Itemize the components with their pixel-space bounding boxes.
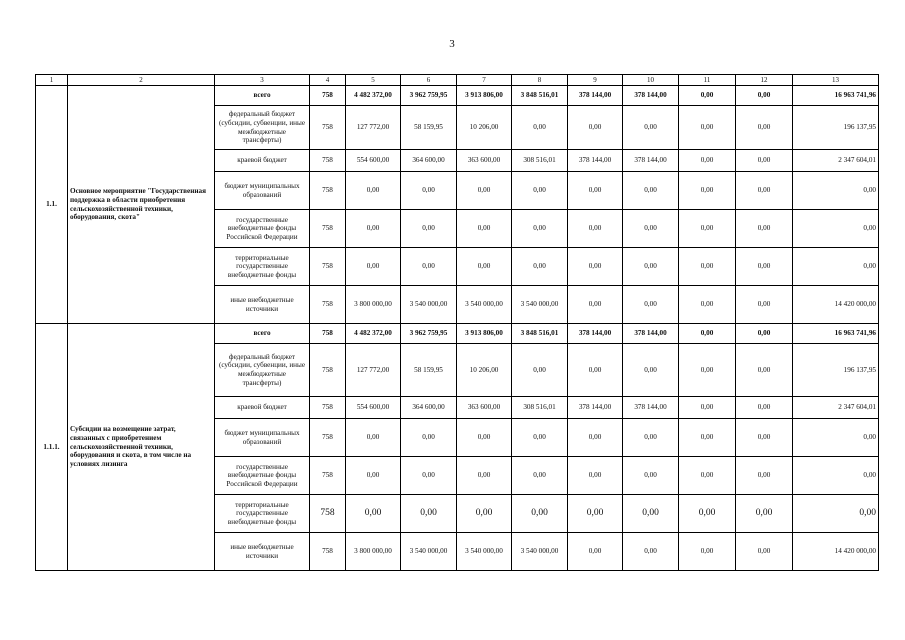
year-value: 554 600,00 — [346, 397, 401, 419]
total-value: 0,00 — [793, 495, 879, 533]
section-code: 1.1.1. — [36, 324, 68, 571]
year-value: 0,00 — [512, 106, 568, 150]
year-value: 0,00 — [679, 172, 736, 210]
year-value: 3 540 000,00 — [457, 286, 512, 324]
header-cell: 2 — [68, 75, 215, 86]
budget-code: 758 — [310, 397, 346, 419]
budget-code: 758 — [310, 495, 346, 533]
budget-code: 758 — [310, 248, 346, 286]
header-cell: 9 — [568, 75, 623, 86]
total-value: 196 137,95 — [793, 106, 879, 150]
total-value: 14 420 000,00 — [793, 533, 879, 571]
year-value: 0,00 — [512, 457, 568, 495]
header-cell: 10 — [623, 75, 679, 86]
year-value: 0,00 — [679, 248, 736, 286]
year-value: 3 540 000,00 — [401, 533, 457, 571]
year-value: 364 600,00 — [401, 150, 457, 172]
total-value: 2 347 604,01 — [793, 150, 879, 172]
year-value: 0,00 — [457, 419, 512, 457]
section-code: 1.1. — [36, 86, 68, 324]
year-value: 0,00 — [736, 533, 793, 571]
total-value: 196 137,95 — [793, 344, 879, 397]
year-value: 378 144,00 — [623, 324, 679, 344]
year-value: 378 144,00 — [623, 86, 679, 106]
year-value: 0,00 — [512, 419, 568, 457]
header-cell: 8 — [512, 75, 568, 86]
budget-code: 758 — [310, 210, 346, 248]
year-value: 0,00 — [568, 172, 623, 210]
year-value: 363 600,00 — [457, 397, 512, 419]
year-value: 0,00 — [679, 533, 736, 571]
year-value: 378 144,00 — [623, 150, 679, 172]
budget-code: 758 — [310, 106, 346, 150]
budget-code: 758 — [310, 172, 346, 210]
year-value: 0,00 — [679, 210, 736, 248]
year-value: 0,00 — [736, 324, 793, 344]
year-value: 0,00 — [568, 495, 623, 533]
year-value: 0,00 — [736, 150, 793, 172]
funding-source: всего — [215, 86, 310, 106]
budget-code: 758 — [310, 150, 346, 172]
year-value: 0,00 — [623, 457, 679, 495]
year-value: 3 540 000,00 — [512, 286, 568, 324]
year-value: 0,00 — [346, 248, 401, 286]
year-value: 0,00 — [401, 210, 457, 248]
year-value: 0,00 — [401, 172, 457, 210]
year-value: 378 144,00 — [623, 397, 679, 419]
year-value: 0,00 — [346, 457, 401, 495]
year-value: 0,00 — [623, 344, 679, 397]
year-value: 0,00 — [401, 419, 457, 457]
year-value: 0,00 — [457, 495, 512, 533]
year-value: 0,00 — [679, 457, 736, 495]
year-value: 0,00 — [679, 344, 736, 397]
year-value: 0,00 — [736, 397, 793, 419]
funding-source: федеральный бюджет (субсидии, субвенции, иные межбюджетные трансферты) — [215, 106, 310, 150]
table-row — [36, 324, 879, 344]
year-value: 0,00 — [346, 495, 401, 533]
year-value: 0,00 — [736, 419, 793, 457]
year-value: 0,00 — [623, 419, 679, 457]
total-value: 0,00 — [793, 248, 879, 286]
year-value: 0,00 — [512, 248, 568, 286]
year-value: 0,00 — [623, 172, 679, 210]
year-value: 0,00 — [736, 248, 793, 286]
year-value: 0,00 — [679, 150, 736, 172]
budget-code: 758 — [310, 533, 346, 571]
year-value: 0,00 — [623, 533, 679, 571]
year-value: 3 800 000,00 — [346, 533, 401, 571]
year-value: 0,00 — [512, 344, 568, 397]
total-value: 2 347 604,01 — [793, 397, 879, 419]
year-value: 0,00 — [568, 286, 623, 324]
year-value: 0,00 — [457, 248, 512, 286]
year-value: 0,00 — [736, 210, 793, 248]
page-number: 3 — [449, 38, 455, 50]
year-value: 0,00 — [623, 286, 679, 324]
year-value: 3 913 806,00 — [457, 86, 512, 106]
year-value: 10 206,00 — [457, 344, 512, 397]
total-value: 0,00 — [793, 457, 879, 495]
year-value: 58 159,95 — [401, 344, 457, 397]
year-value: 363 600,00 — [457, 150, 512, 172]
total-value: 16 963 741,96 — [793, 324, 879, 344]
funding-source: государственные внебюджетные фонды Российской Федерации — [215, 210, 310, 248]
year-value: 0,00 — [568, 248, 623, 286]
year-value: 0,00 — [736, 495, 793, 533]
funding-source: бюджет муниципальных образований — [215, 419, 310, 457]
year-value: 0,00 — [736, 344, 793, 397]
year-value: 0,00 — [736, 286, 793, 324]
year-value: 0,00 — [457, 210, 512, 248]
budget-code: 758 — [310, 457, 346, 495]
total-value: 0,00 — [793, 210, 879, 248]
funding-source: государственные внебюджетные фонды Российской Федерации — [215, 457, 310, 495]
budget-code: 758 — [310, 344, 346, 397]
total-value: 0,00 — [793, 419, 879, 457]
total-value: 0,00 — [793, 172, 879, 210]
header-cell: 6 — [401, 75, 457, 86]
header-cell: 12 — [736, 75, 793, 86]
budget-code: 758 — [310, 86, 346, 106]
year-value: 0,00 — [512, 210, 568, 248]
year-value: 0,00 — [736, 172, 793, 210]
header-cell: 1 — [36, 75, 68, 86]
year-value: 378 144,00 — [568, 86, 623, 106]
year-value: 0,00 — [736, 86, 793, 106]
year-value: 0,00 — [568, 344, 623, 397]
year-value: 0,00 — [679, 397, 736, 419]
funding-source: всего — [215, 324, 310, 344]
budget-code: 758 — [310, 419, 346, 457]
budget-table — [35, 74, 879, 571]
year-value: 58 159,95 — [401, 106, 457, 150]
total-value: 16 963 741,96 — [793, 86, 879, 106]
year-value: 3 913 806,00 — [457, 324, 512, 344]
header-cell: 11 — [679, 75, 736, 86]
year-value: 378 144,00 — [568, 150, 623, 172]
funding-source: территориальные государственные внебюджетные фонды — [215, 495, 310, 533]
year-value: 0,00 — [568, 106, 623, 150]
funding-source: краевой бюджет — [215, 150, 310, 172]
year-value: 0,00 — [568, 533, 623, 571]
year-value: 0,00 — [679, 86, 736, 106]
year-value: 378 144,00 — [568, 397, 623, 419]
year-value: 0,00 — [623, 210, 679, 248]
year-value: 378 144,00 — [568, 324, 623, 344]
year-value: 0,00 — [457, 172, 512, 210]
year-value: 0,00 — [568, 419, 623, 457]
year-value: 0,00 — [679, 286, 736, 324]
year-value: 0,00 — [736, 457, 793, 495]
year-value: 0,00 — [568, 457, 623, 495]
year-value: 10 206,00 — [457, 106, 512, 150]
header-cell: 13 — [793, 75, 879, 86]
year-value: 308 516,01 — [512, 397, 568, 419]
year-value: 0,00 — [346, 172, 401, 210]
year-value: 127 772,00 — [346, 344, 401, 397]
year-value: 3 848 516,01 — [512, 324, 568, 344]
year-value: 0,00 — [346, 419, 401, 457]
header-row — [36, 75, 879, 86]
budget-code: 758 — [310, 324, 346, 344]
year-value: 0,00 — [623, 106, 679, 150]
year-value: 3 962 759,95 — [401, 324, 457, 344]
year-value: 0,00 — [736, 106, 793, 150]
funding-source: федеральный бюджет (субсидии, субвенции, иные межбюджетные трансферты) — [215, 344, 310, 397]
header-cell: 4 — [310, 75, 346, 86]
funding-source: краевой бюджет — [215, 397, 310, 419]
budget-code: 758 — [310, 286, 346, 324]
year-value: 3 962 759,95 — [401, 86, 457, 106]
year-value: 0,00 — [346, 210, 401, 248]
funding-source: бюджет муниципальных образований — [215, 172, 310, 210]
year-value: 0,00 — [401, 457, 457, 495]
year-value: 0,00 — [679, 324, 736, 344]
year-value: 554 600,00 — [346, 150, 401, 172]
year-value: 0,00 — [679, 106, 736, 150]
year-value: 3 540 000,00 — [512, 533, 568, 571]
header-cell: 5 — [346, 75, 401, 86]
year-value: 0,00 — [512, 495, 568, 533]
year-value: 0,00 — [623, 495, 679, 533]
year-value: 0,00 — [679, 419, 736, 457]
year-value: 127 772,00 — [346, 106, 401, 150]
year-value: 4 482 372,00 — [346, 324, 401, 344]
year-value: 0,00 — [457, 457, 512, 495]
funding-source: иные внебюджетные источники — [215, 533, 310, 571]
year-value: 4 482 372,00 — [346, 86, 401, 106]
header-cell: 7 — [457, 75, 512, 86]
year-value: 3 800 000,00 — [346, 286, 401, 324]
year-value: 0,00 — [512, 172, 568, 210]
year-value: 0,00 — [568, 210, 623, 248]
year-value: 3 848 516,01 — [512, 86, 568, 106]
total-value: 14 420 000,00 — [793, 286, 879, 324]
year-value: 364 600,00 — [401, 397, 457, 419]
year-value: 0,00 — [679, 495, 736, 533]
year-value: 0,00 — [401, 248, 457, 286]
section-name: Субсидии на возмещение затрат, связанных с приобретением сельскохозяйственной техники, оборудования и скота, в том числе на условиях лизинга — [68, 324, 215, 571]
year-value: 3 540 000,00 — [401, 286, 457, 324]
year-value: 0,00 — [401, 495, 457, 533]
year-value: 308 516,01 — [512, 150, 568, 172]
funding-source: территориальные государственные внебюджетные фонды — [215, 248, 310, 286]
year-value: 3 540 000,00 — [457, 533, 512, 571]
section-name: Основное мероприятие "Государственная поддержка в области приобретения сельскохозяйственной техники, оборудования, скота" — [68, 86, 215, 324]
year-value: 0,00 — [623, 248, 679, 286]
header-cell: 3 — [215, 75, 310, 86]
table-row — [36, 86, 879, 106]
funding-source: иные внебюджетные источники — [215, 286, 310, 324]
